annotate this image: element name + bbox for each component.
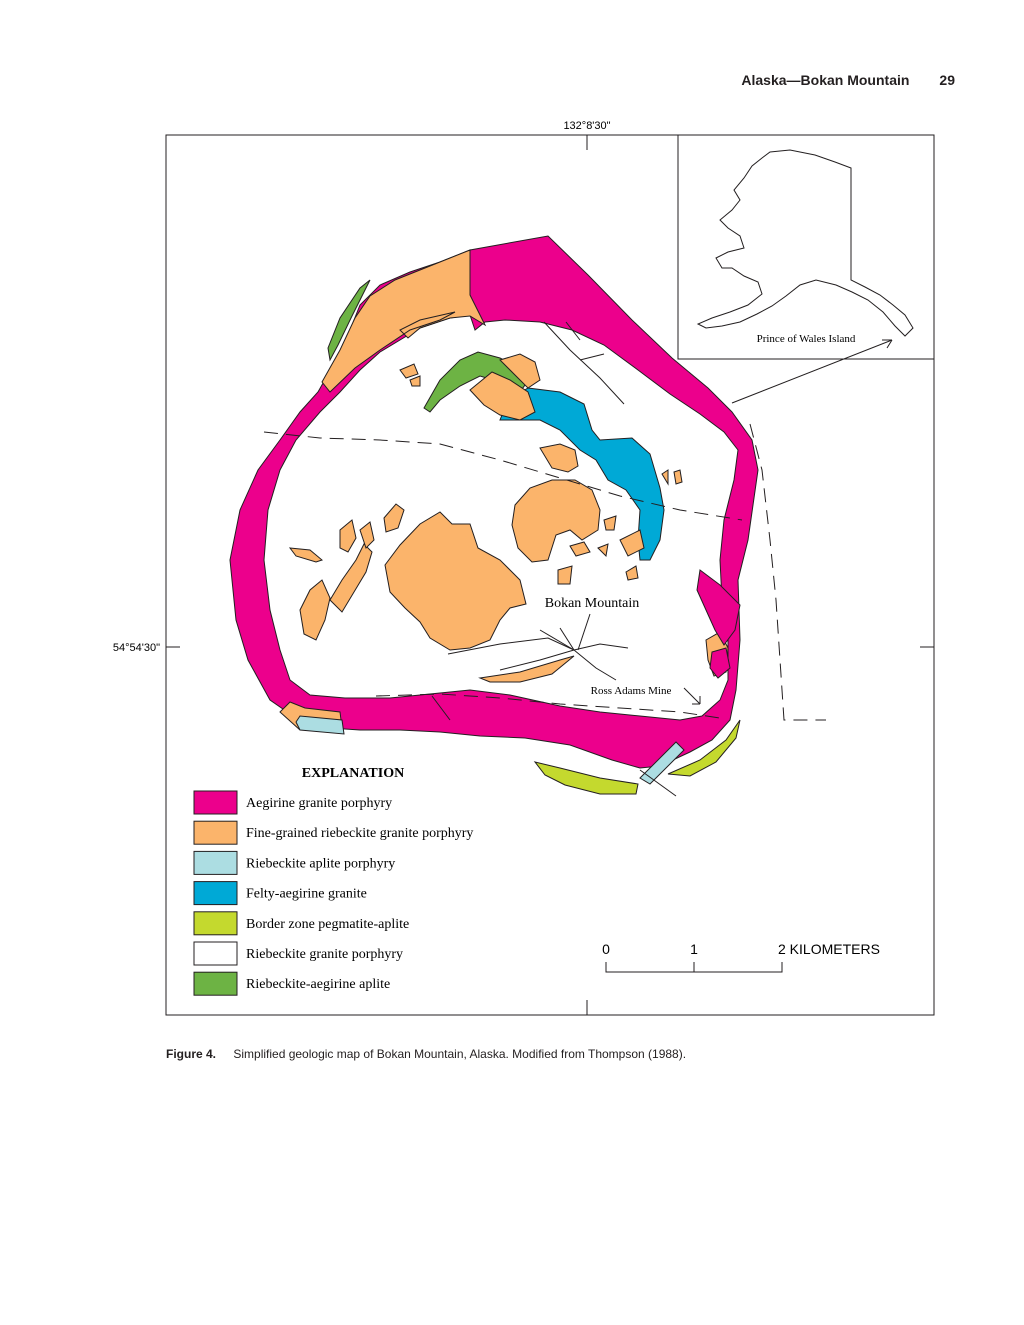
- legend-label: Fine-grained riebeckite granite porphyry: [246, 826, 474, 842]
- legend-swatch: [194, 942, 237, 965]
- legend-swatch: [194, 882, 237, 905]
- legend-label: Riebeckite granite porphyry: [246, 947, 404, 962]
- orange-body-e5: [558, 566, 572, 584]
- vein-south2: [574, 644, 628, 650]
- legend-label: Felty-aegirine granite: [246, 886, 367, 902]
- bokan-leader: [578, 614, 590, 650]
- vein-south5: [540, 630, 574, 650]
- legend-label: Aegirine granite porphyry: [246, 796, 393, 811]
- vein-south3: [574, 650, 616, 680]
- orange-body-s: [480, 656, 574, 682]
- page-number: 29: [939, 72, 955, 88]
- legend-label: Riebeckite aplite porphyry: [246, 856, 396, 872]
- orange-body-w3: [340, 520, 356, 552]
- legend-swatch: [194, 851, 237, 874]
- orange-body-n-small2: [410, 376, 420, 386]
- legend-label: Border zone pegmatite-aplite: [246, 916, 410, 932]
- figure-caption-text: Simplified geologic map of Bokan Mountain, Alaska. Modified from Thompson (1988).: [233, 1047, 687, 1061]
- orange-body-w4: [290, 548, 322, 562]
- legend-swatch: [194, 821, 237, 844]
- inset-frame: [678, 135, 934, 359]
- orange-body-w5: [384, 504, 404, 532]
- scale-tick-0: 0: [602, 941, 610, 957]
- scale-tick-2: 2 KILOMETERS: [778, 941, 880, 957]
- orange-body-w2: [330, 544, 372, 612]
- fault-east: [750, 424, 826, 720]
- running-title: Alaska—Bokan Mountain: [741, 72, 910, 88]
- ross-adams-arrow: [684, 688, 700, 704]
- orange-body-e7: [662, 470, 668, 484]
- orange-body-ne: [540, 444, 578, 472]
- legend-swatch: [194, 791, 237, 814]
- ross-adams-label: Ross Adams Mine: [590, 685, 672, 697]
- orange-body-west-large: [385, 512, 526, 650]
- scale-bar-line: [606, 962, 782, 972]
- border-zone-s: [535, 762, 638, 794]
- fault-north: [264, 432, 742, 520]
- orange-body-e8: [674, 470, 682, 484]
- figure-caption: [166, 1047, 946, 1061]
- legend-label: Riebeckite-aegirine aplite: [246, 977, 391, 993]
- orange-body-e3: [598, 544, 608, 556]
- vein-north3: [580, 354, 604, 360]
- longitude-label: 132°8'30": [563, 120, 611, 132]
- latitude-label: 54°54'30": [112, 642, 160, 654]
- figure-label: Figure 4.: [166, 1047, 217, 1061]
- scale-bar: [602, 941, 880, 972]
- orange-body-n-small: [400, 364, 418, 378]
- legend-swatch: [194, 972, 237, 995]
- scale-tick-1: 1: [690, 941, 698, 957]
- orange-body-w6: [360, 522, 374, 548]
- orange-body-e4: [570, 542, 590, 556]
- legend: [194, 766, 473, 995]
- bokan-mountain-label: Bokan Mountain: [544, 596, 640, 611]
- legend-title: EXPLANATION: [301, 766, 405, 781]
- orange-body-e6: [604, 516, 616, 530]
- orange-body-w1: [300, 580, 330, 640]
- orange-body-e2: [626, 566, 638, 580]
- legend-swatch: [194, 912, 237, 935]
- inset-label: Prince of Wales Island: [756, 333, 856, 345]
